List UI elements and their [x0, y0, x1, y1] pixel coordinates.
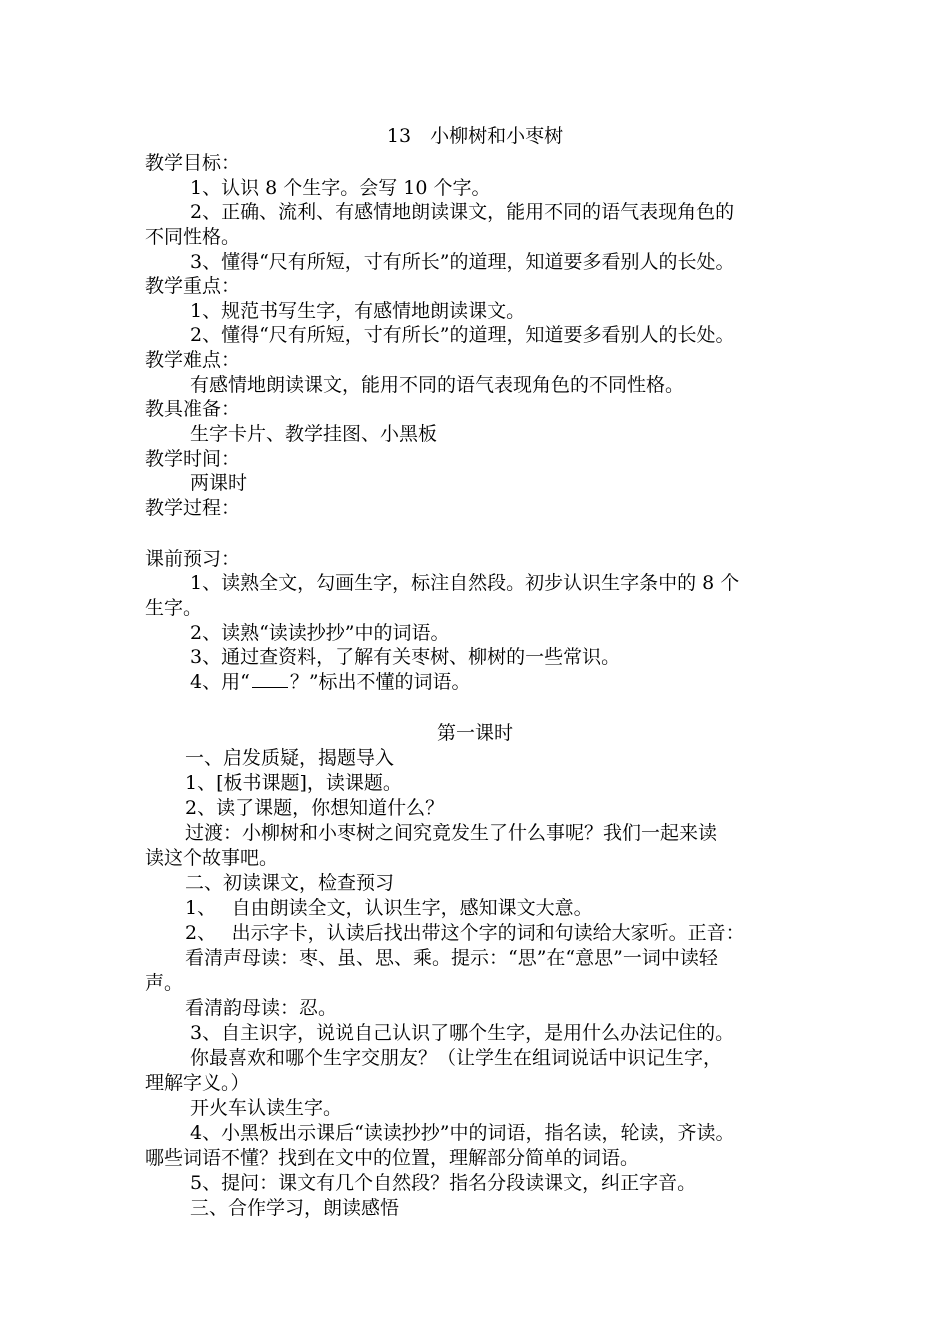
lesson1-line: 4、小黑板出示课后“读读抄抄”中的词语，指名读，轮读，齐读。 — [190, 1122, 735, 1144]
tools-heading: 教具准备： — [145, 398, 241, 420]
lesson1-line: 1、[板书课题]，读课题。 — [185, 772, 402, 794]
lesson1-line: 哪些词语不懂？找到在文中的位置，理解部分简单的词语。 — [145, 1147, 640, 1169]
keypoint-item: 1、规范书写生字，有感情地朗读课文。 — [190, 300, 526, 322]
lesson1-line: 3、自主识字，说说自己认识了哪个生字，是用什么办法记住的。 — [190, 1022, 735, 1044]
preview-item: 生字。 — [145, 597, 203, 619]
time-item: 两课时 — [190, 472, 248, 494]
keypoints-heading: 教学重点： — [145, 275, 241, 297]
goals-heading: 教学目标： — [145, 152, 241, 174]
blank-underline — [252, 671, 288, 688]
preview-item: 2、读熟“读读抄抄”中的词语。 — [190, 622, 450, 644]
preview-item-4-suffix: ？”标出不懂的词语。 — [289, 671, 471, 693]
goal-item: 2、正确、流利、有感情地朗读课文，能用不同的语气表现角色的 — [190, 201, 735, 223]
lesson1-line: 看清声母读：枣、虽、思、乘。提示：“思”在“意思”一词中读轻 — [185, 947, 718, 969]
goal-item: 3、懂得“尺有所短，寸有所长”的道理，知道要多看别人的长处。 — [190, 251, 735, 273]
difficulty-item: 有感情地朗读课文，能用不同的语气表现角色的不同性格。 — [190, 374, 685, 396]
lesson1-line: 理解字义。） — [145, 1072, 250, 1094]
lesson1-line: 看清韵母读：忍。 — [185, 997, 338, 1019]
lesson1-line: 5、提问：课文有几个自然段？指名分段读课文，纠正字音。 — [190, 1172, 697, 1194]
lesson1-line: 2、 出示字卡，认读后找出带这个字的词和句读给大家听。正音： — [185, 922, 745, 944]
time-heading: 教学时间： — [145, 448, 241, 470]
lesson1-heading: 第一课时 — [436, 722, 513, 744]
keypoint-item: 2、懂得“尺有所短，寸有所长”的道理，知道要多看别人的长处。 — [190, 324, 735, 346]
lesson1-line: 过渡：小柳树和小枣树之间究竟发生了什么事呢？我们一起来读 — [185, 822, 718, 844]
lesson1-line: 2、读了课题，你想知道什么？ — [185, 797, 445, 819]
lesson1-line: 开火车认读生字。 — [190, 1097, 343, 1119]
lesson1-line: 三、合作学习，朗读感悟 — [190, 1197, 400, 1219]
preview-item-4-prefix: 4、用“ — [190, 671, 250, 693]
tools-item: 生字卡片、教学挂图、小黑板 — [190, 423, 438, 445]
page-title: 13 小柳树和小枣树 — [386, 125, 564, 147]
preview-item-4 — [190, 670, 471, 695]
goal-item: 1、认识 8 个生字。会写 10 个字。 — [190, 177, 491, 199]
process-heading: 教学过程： — [145, 497, 241, 519]
lesson1-line: 二、初读课文，检查预习 — [185, 872, 395, 894]
lesson1-line: 读这个故事吧。 — [145, 847, 279, 869]
preview-heading: 课前预习： — [145, 548, 241, 570]
difficulty-heading: 教学难点： — [145, 349, 241, 371]
preview-item: 3、通过查资料，了解有关枣树、柳树的一些常识。 — [190, 646, 621, 668]
lesson1-line: 一、启发质疑，揭题导入 — [185, 747, 395, 769]
lesson1-line: 声。 — [145, 972, 184, 994]
lesson1-line: 你最喜欢和哪个生字交朋友？（让学生在组词说话中识记生字， — [190, 1047, 723, 1069]
goal-item: 不同性格。 — [145, 226, 241, 248]
lesson1-line: 1、 自由朗读全文，认识生字，感知课文大意。 — [185, 897, 593, 919]
preview-item: 1、读熟全文，勾画生字，标注自然段。初步认识生字条中的 8 个 — [190, 572, 740, 594]
